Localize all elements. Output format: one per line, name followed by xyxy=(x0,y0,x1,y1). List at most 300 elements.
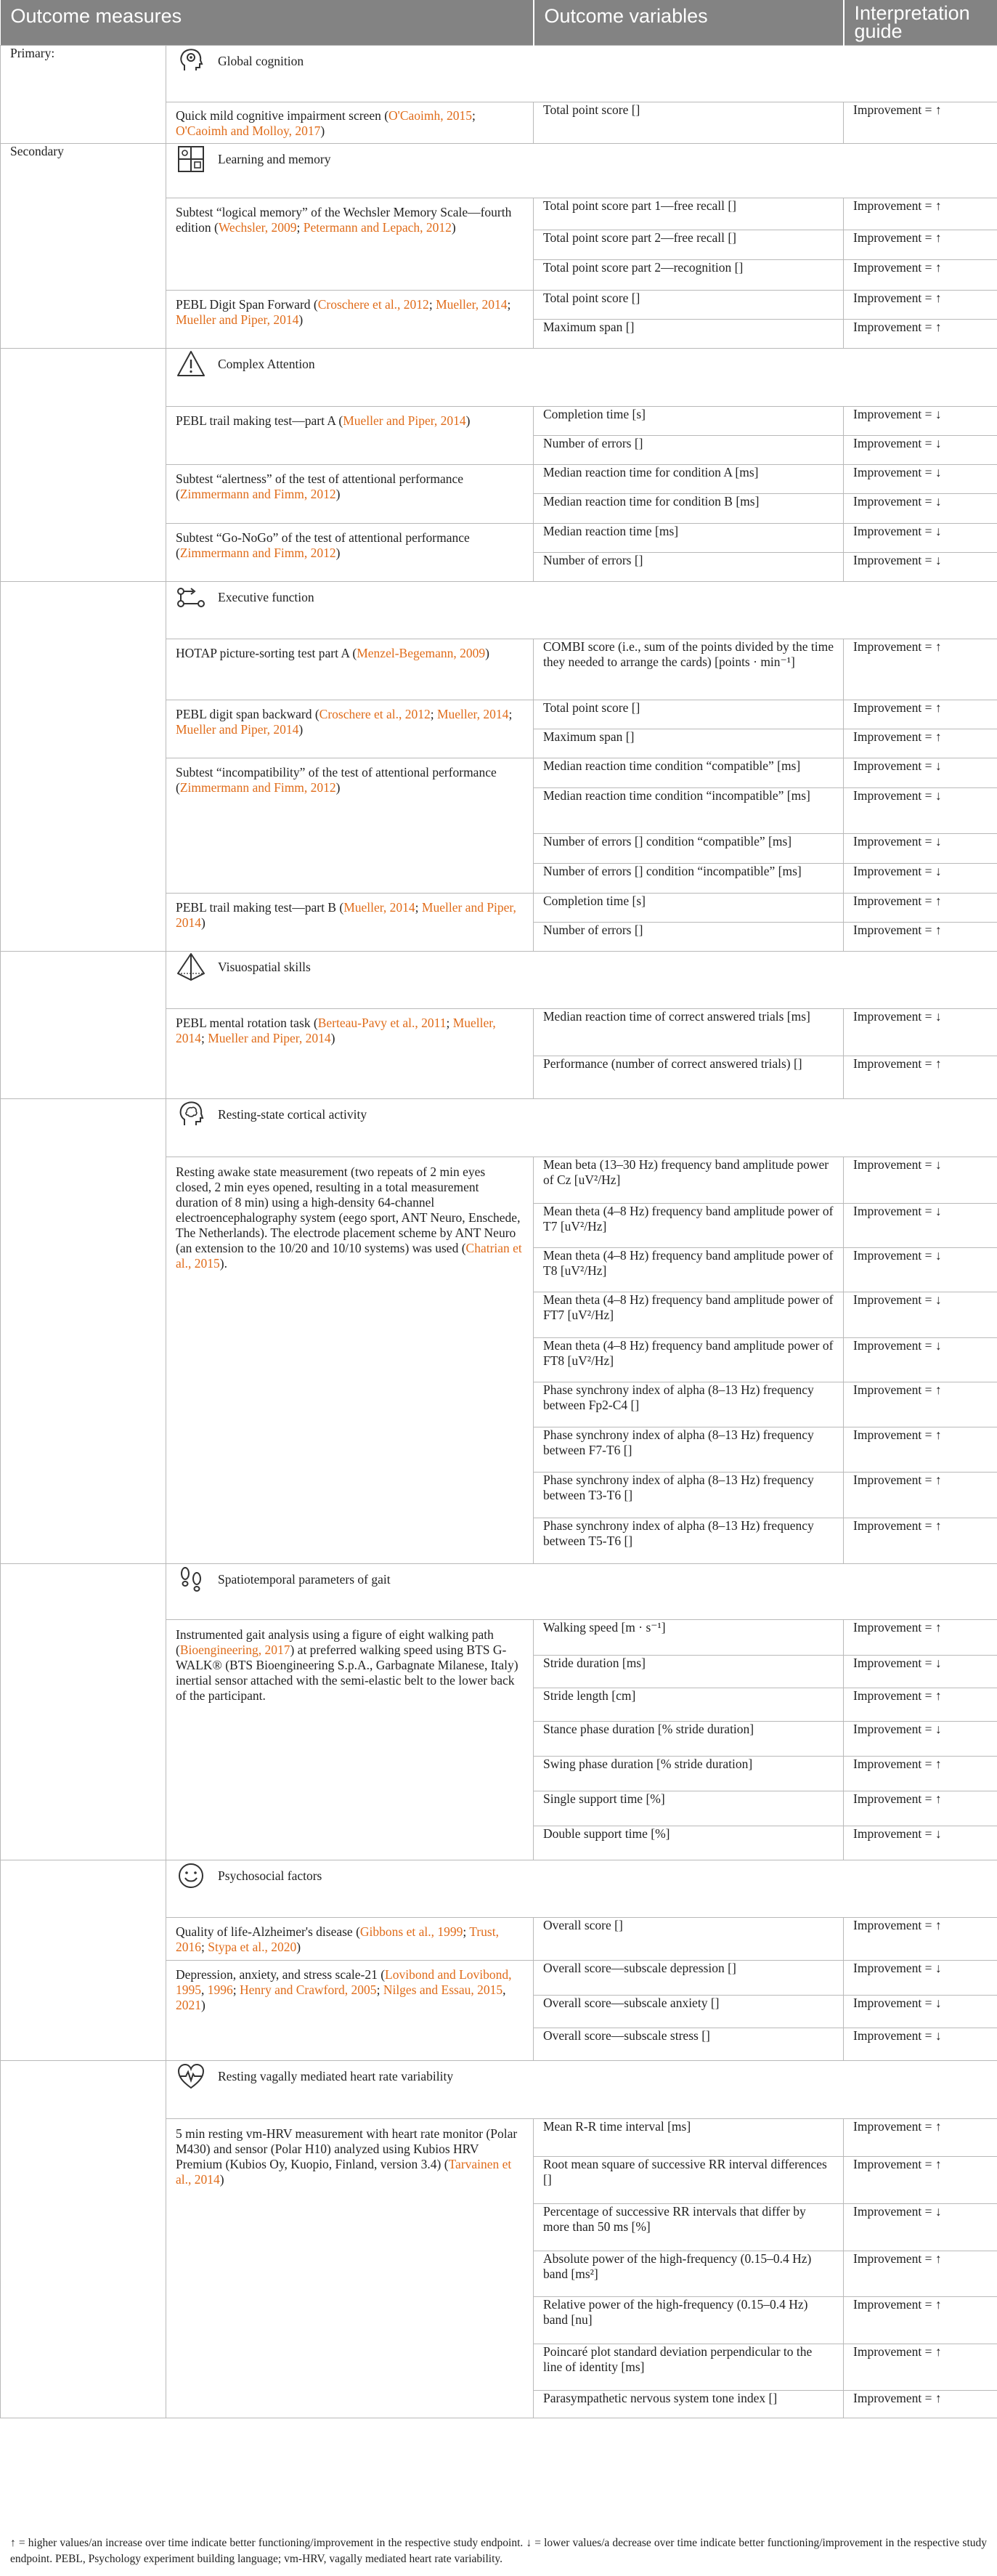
table-row xyxy=(1,758,997,788)
category-row xyxy=(1,952,997,1009)
measure-cell xyxy=(166,1918,534,1961)
interpretation-cell xyxy=(844,291,997,320)
interpretation-text: Improvement = ↑ xyxy=(853,102,942,117)
category-label: Psychosocial factors xyxy=(218,1868,322,1883)
variable-cell xyxy=(534,758,844,788)
variable-cell xyxy=(534,1338,844,1382)
variable-cell xyxy=(534,407,844,436)
citation-link[interactable]: Stypa et al., 2020 xyxy=(208,1940,297,1954)
table-row xyxy=(1,2119,997,2157)
category-header xyxy=(176,1860,988,1891)
interpretation-text: Improvement = ↑ xyxy=(853,923,942,937)
heart-pulse-icon xyxy=(176,2061,206,2091)
interpretation-cell xyxy=(844,1757,997,1791)
variable-cell xyxy=(534,1722,844,1757)
interpretation-cell xyxy=(844,2028,997,2061)
interpretation-cell xyxy=(844,2119,997,2157)
head-gear-icon xyxy=(176,46,206,76)
section-label-cell xyxy=(1,102,166,144)
measure-text: ) xyxy=(335,487,341,501)
interpretation-text: Improvement = ↑ xyxy=(853,729,942,744)
measure-text: ; xyxy=(428,297,436,312)
interpretation-text: Improvement = ↓ xyxy=(853,1826,942,1841)
citation-link[interactable]: Mueller and Piper, 2014 xyxy=(176,722,299,737)
interpretation-text: Improvement = ↓ xyxy=(853,524,942,538)
table-row xyxy=(1,465,997,494)
table-row xyxy=(1,102,997,144)
variable-text: Root mean square of successive RR interval differences [] xyxy=(543,2157,827,2187)
interpretation-cell xyxy=(844,2251,997,2297)
variable-cell xyxy=(534,2119,844,2157)
interpretation-cell xyxy=(844,1518,997,1564)
variable-cell xyxy=(534,1248,844,1292)
section-label-cell xyxy=(1,1918,166,1961)
variable-text: Mean theta (4–8 Hz) frequency band amplitude power of T8 [uV²/Hz] xyxy=(543,1248,834,1278)
table-header-row xyxy=(1,0,997,46)
section-label-cell xyxy=(1,349,166,407)
measure-text: ; xyxy=(446,1016,453,1030)
section-label-cell xyxy=(1,465,166,524)
variable-cell xyxy=(534,834,844,864)
interpretation-text: Improvement = ↓ xyxy=(853,407,942,421)
variable-text: Total point score part 2—recognition [] xyxy=(543,260,744,275)
measure-text: ) xyxy=(335,780,341,795)
interpretation-cell xyxy=(844,494,997,524)
interpretation-text: Improvement = ↑ xyxy=(853,2391,942,2405)
head-brain-icon xyxy=(176,1099,206,1130)
interpretation-cell xyxy=(844,2157,997,2204)
interpretation-text: Improvement = ↓ xyxy=(853,1204,942,1218)
variable-cell xyxy=(534,2157,844,2204)
measure-text: ; xyxy=(472,108,476,123)
citation-link[interactable]: Mueller and Piper, 2014 xyxy=(343,413,466,428)
measure-text: Subtest “incompatibility” of the test of attentional performance ( xyxy=(176,765,497,795)
section-label-cell xyxy=(1,1961,166,2061)
variable-cell xyxy=(534,1056,844,1099)
interpretation-cell xyxy=(844,2204,997,2251)
interpretation-text: Improvement = ↑ xyxy=(853,320,942,334)
variable-cell xyxy=(534,291,844,320)
interpretation-cell xyxy=(844,1056,997,1099)
variable-text: Mean theta (4–8 Hz) frequency band amplitude power of FT8 [uV²/Hz] xyxy=(543,1338,834,1368)
interpretation-text: Improvement = ↓ xyxy=(853,2204,942,2219)
section-label-cell xyxy=(1,700,166,758)
category-header xyxy=(176,582,988,612)
variable-cell xyxy=(534,198,844,230)
section-label-cell xyxy=(1,144,166,198)
variable-text: Poincaré plot standard deviation perpendicular to the line of identity [ms] xyxy=(543,2344,813,2374)
interpretation-text: Improvement = ↑ xyxy=(853,260,942,275)
pyramid-icon xyxy=(176,952,206,982)
measure-cell xyxy=(166,758,534,894)
variable-cell xyxy=(534,2251,844,2297)
variable-text: Percentage of successive RR intervals that differ by more than 50 ms [%] xyxy=(543,2204,806,2234)
category-row xyxy=(1,144,997,198)
interpretation-text: Improvement = ↓ xyxy=(853,1009,942,1024)
interpretation-cell xyxy=(844,260,997,291)
table-footnote: ↑ = higher values/an increase over time indicate better functioning/improvement in the respective study endpoint. ↓ = lower values/a decrease over time indicate better functioning/improvement in the respective study endpoint. PEBL, Psychology experiment building language; vm-HRV, vagally mediated heart rate variability. xyxy=(10,2537,987,2565)
interpretation-cell xyxy=(844,758,997,788)
category-header xyxy=(176,2061,988,2091)
measure-cell xyxy=(166,1961,534,2061)
variable-cell xyxy=(534,729,844,758)
interpretation-cell xyxy=(844,1620,997,1656)
category-label: Resting vagally mediated heart rate variability xyxy=(218,2068,454,2083)
variable-cell xyxy=(534,1757,844,1791)
measure-text: ) xyxy=(320,123,325,138)
variable-cell xyxy=(534,788,844,834)
category-label: Complex Attention xyxy=(218,356,315,371)
variable-text: Overall score—subscale anxiety [] xyxy=(543,1996,720,2010)
variable-cell xyxy=(534,320,844,349)
category-row xyxy=(1,582,997,639)
citation-link[interactable]: Zimmermann and Fimm, 2012 xyxy=(179,487,336,501)
citation-link[interactable]: Petermann and Lepach, 2012 xyxy=(303,220,452,235)
measure-cell xyxy=(166,465,534,524)
variable-cell xyxy=(534,1292,844,1338)
interpretation-text: Improvement = ↑ xyxy=(853,1056,942,1071)
variable-text: Overall score—subscale depression [] xyxy=(543,1961,736,1975)
measure-text: Instrumented gait analysis using a figure of eight walking path ( xyxy=(176,1627,494,1657)
header-outcome-measures: Outcome measures xyxy=(1,0,534,46)
measure-cell xyxy=(166,1620,534,1860)
category-header-cell xyxy=(166,582,997,639)
category-header xyxy=(176,952,988,982)
interpretation-cell xyxy=(844,1656,997,1688)
category-header-cell xyxy=(166,349,997,407)
interpretation-cell xyxy=(844,729,997,758)
table-row xyxy=(1,407,997,436)
citation-link[interactable]: Mueller and Piper, 2014 xyxy=(176,312,299,327)
citation-link[interactable]: Lovibond and Lovibond, 1995 xyxy=(176,1967,512,1997)
interpretation-cell xyxy=(844,1791,997,1826)
category-header-cell xyxy=(166,1099,997,1157)
measure-cell xyxy=(166,102,534,144)
measure-text: ; xyxy=(296,220,304,235)
interpretation-cell xyxy=(844,465,997,494)
interpretation-cell xyxy=(844,524,997,553)
interpretation-cell xyxy=(844,639,997,700)
measure-text: ) xyxy=(296,1940,301,1954)
citation-link[interactable]: Gibbons et al., 1999 xyxy=(359,1924,463,1939)
citation-link[interactable]: 2021 xyxy=(176,1998,201,2012)
interpretation-text: Improvement = ↓ xyxy=(853,1722,942,1736)
variable-text: Relative power of the high-frequency (0.15–0.4 Hz) band [nu] xyxy=(543,2297,808,2327)
table-row xyxy=(1,198,997,230)
variable-cell xyxy=(534,923,844,952)
measure-text: ; xyxy=(508,707,513,721)
interpretation-text: Improvement = ↓ xyxy=(853,1961,942,1975)
citation-link[interactable]: 1996 xyxy=(207,1982,233,1997)
interpretation-cell xyxy=(844,700,997,729)
citation-link[interactable]: Nilges and Essau, 2015 xyxy=(383,1982,503,1997)
variable-text: Mean R-R time interval [ms] xyxy=(543,2119,691,2134)
interpretation-text: Improvement = ↓ xyxy=(853,494,942,509)
interpretation-text: Improvement = ↑ xyxy=(853,700,942,715)
interpretation-cell xyxy=(844,894,997,923)
category-label: Global cognition xyxy=(218,53,304,68)
measure-text: PEBL Digit Span Forward ( xyxy=(176,297,318,312)
measure-text: ) xyxy=(201,1998,205,2012)
variable-text: Phase synchrony index of alpha (8–13 Hz) frequency between Fp2-C4 [] xyxy=(543,1382,814,1412)
section-label-cell xyxy=(1,407,166,465)
category-header xyxy=(176,46,988,76)
measure-text: ) xyxy=(298,312,304,327)
interpretation-cell xyxy=(844,834,997,864)
variable-text: Median reaction time for condition B [ms] xyxy=(543,494,760,509)
category-label: Learning and memory xyxy=(218,151,331,166)
category-label: Spatiotemporal parameters of gait xyxy=(218,1571,391,1587)
measure-cell xyxy=(166,2119,534,2418)
measure-text: ; xyxy=(201,1940,208,1954)
interpretation-cell xyxy=(844,320,997,349)
category-header-cell xyxy=(166,1860,997,1918)
interpretation-cell xyxy=(844,2297,997,2344)
interpretation-cell xyxy=(844,1826,997,1860)
measure-text: ) xyxy=(485,646,489,660)
variable-text: Number of errors [] xyxy=(543,553,643,567)
measure-cell xyxy=(166,639,534,700)
measure-text: 5 min resting vm-HRV measurement with heart rate monitor (Polar M430) and sensor (Polar H10) analyzed using Kubios HRV Premium (Kubios Oy, Kuopio, Finland, version 3.4) ( xyxy=(176,2126,518,2171)
category-header-cell xyxy=(166,46,997,102)
category-label: Visuospatial skills xyxy=(218,959,311,974)
measure-text: ). xyxy=(219,1256,227,1271)
interpretation-text: Improvement = ↑ xyxy=(853,198,942,213)
citation-link[interactable]: Menzel-Begemann, 2009 xyxy=(357,646,486,660)
variable-cell xyxy=(534,894,844,923)
table-row xyxy=(1,524,997,553)
measure-text: ; xyxy=(232,1982,240,1997)
interpretation-text: Improvement = ↑ xyxy=(853,1427,942,1442)
interpretation-cell xyxy=(844,2391,997,2418)
citation-link[interactable]: Croschere et al., 2012 xyxy=(317,297,429,312)
measure-text: ) xyxy=(335,546,341,560)
variable-text: Double support time [%] xyxy=(543,1826,670,1841)
category-header-cell xyxy=(166,952,997,1009)
interpretation-text: Improvement = ↓ xyxy=(853,1157,942,1172)
category-row xyxy=(1,46,997,102)
variable-cell xyxy=(534,1382,844,1427)
citation-link[interactable]: Tarvainen et al., 2014 xyxy=(176,2157,512,2187)
variable-cell xyxy=(534,1791,844,1826)
variable-text: Total point score [] xyxy=(543,700,640,715)
section-label-cell xyxy=(1,46,166,102)
interpretation-cell xyxy=(844,1688,997,1722)
category-label: Resting-state cortical activity xyxy=(218,1106,367,1122)
citation-link[interactable]: Mueller and Piper, 2014 xyxy=(176,900,516,930)
measure-text: HOTAP picture-sorting test part A ( xyxy=(176,646,357,660)
citation-link[interactable]: Mueller, 2014 xyxy=(436,297,508,312)
interpretation-text: Improvement = ↑ xyxy=(853,1620,942,1635)
variable-text: Absolute power of the high-frequency (0.15–0.4 Hz) band [ms²] xyxy=(543,2251,812,2281)
variable-cell xyxy=(534,2391,844,2418)
measure-text: ; xyxy=(463,1924,470,1939)
variable-text: Median reaction time for condition A [ms] xyxy=(543,465,759,479)
citation-link[interactable]: Bioengineering, 2017 xyxy=(179,1643,290,1657)
interpretation-text: Improvement = ↑ xyxy=(853,291,942,305)
section-label-cell xyxy=(1,1564,166,1620)
measure-text: Quality of life-Alzheimer's disease ( xyxy=(176,1924,360,1939)
footprints-icon xyxy=(176,1564,206,1595)
interpretation-text: Improvement = ↓ xyxy=(853,2028,942,2043)
citation-link[interactable]: Wechsler, 2009 xyxy=(218,220,297,235)
variable-text: Number of errors [] condition “compatible” [ms] xyxy=(543,834,792,848)
section-label-cell xyxy=(1,758,166,894)
interpretation-cell xyxy=(844,230,997,260)
citation-link[interactable]: Mueller, 2014 xyxy=(176,1016,496,1045)
variable-text: Mean beta (13–30 Hz) frequency band amplitude power of Cz [uV²/Hz] xyxy=(543,1157,829,1187)
category-header-cell xyxy=(166,2061,997,2119)
interpretation-text: Improvement = ↑ xyxy=(853,2251,942,2266)
interpretation-cell xyxy=(844,1961,997,1996)
interpretation-text: Improvement = ↑ xyxy=(853,1918,942,1932)
variable-text: Phase synchrony index of alpha (8–13 Hz) frequency between F7-T6 [] xyxy=(543,1427,814,1457)
section-label: Secondary xyxy=(10,144,64,158)
citation-link[interactable]: Croschere et al., 2012 xyxy=(319,707,431,721)
variable-cell xyxy=(534,1918,844,1961)
measure-text: Depression, anxiety, and stress scale-21 ( xyxy=(176,1967,386,1982)
citation-link[interactable]: O'Caoimh and Molloy, 2017 xyxy=(176,123,321,138)
measure-text: PEBL trail making test—part B ( xyxy=(176,900,344,915)
interpretation-text: Improvement = ↑ xyxy=(853,639,942,654)
interpretation-text: Improvement = ↑ xyxy=(853,1757,942,1771)
variable-text: Completion time [s] xyxy=(543,407,646,421)
variable-cell xyxy=(534,494,844,524)
interpretation-text: Improvement = ↓ xyxy=(853,1656,942,1670)
section-label-cell xyxy=(1,894,166,952)
measure-cell xyxy=(166,700,534,758)
citation-link[interactable]: Mueller and Piper, 2014 xyxy=(208,1031,331,1045)
measure-cell xyxy=(166,407,534,465)
variable-cell xyxy=(534,1427,844,1473)
measure-cell xyxy=(166,524,534,582)
category-header xyxy=(176,1564,988,1595)
variable-cell xyxy=(534,1157,844,1204)
measure-cell xyxy=(166,894,534,952)
variable-cell xyxy=(534,1996,844,2028)
measure-text: ; xyxy=(430,707,437,721)
interpretation-cell xyxy=(844,923,997,952)
variable-text: COMBI score (i.e., sum of the points divided by the time they needed to arrange the cards) [points · min⁻¹] xyxy=(543,639,834,669)
table-row xyxy=(1,1009,997,1056)
interpretation-text: Improvement = ↓ xyxy=(853,788,942,803)
measure-text: ; xyxy=(376,1982,383,1997)
interpretation-text: Improvement = ↑ xyxy=(853,1382,942,1397)
measure-text: Subtest “Go-NoGo” of the test of attentional performance ( xyxy=(176,530,470,560)
variable-text: Walking speed [m · s⁻¹] xyxy=(543,1620,666,1635)
citation-link[interactable]: Mueller, 2014 xyxy=(436,707,509,721)
variable-text: Stride length [cm] xyxy=(543,1688,636,1703)
variable-cell xyxy=(534,230,844,260)
section-label-cell xyxy=(1,639,166,700)
section-label-cell xyxy=(1,1009,166,1099)
category-header-cell xyxy=(166,144,997,198)
variable-text: Median reaction time condition “incompatible” [ms] xyxy=(543,788,810,803)
variable-text: Number of errors [] xyxy=(543,436,643,450)
variable-cell xyxy=(534,2204,844,2251)
variable-cell xyxy=(534,2028,844,2061)
variable-text: Total point score [] xyxy=(543,291,640,305)
interpretation-cell xyxy=(844,198,997,230)
citation-link[interactable]: Zimmermann and Fimm, 2012 xyxy=(179,780,336,795)
section-label-cell xyxy=(1,2119,166,2418)
citation-link[interactable]: O'Caoimh, 2015 xyxy=(388,108,473,123)
section-label-cell xyxy=(1,1620,166,1860)
citation-link[interactable]: Trust, 2016 xyxy=(176,1924,499,1954)
variable-text: Number of errors [] condition “incompatible” [ms] xyxy=(543,864,802,878)
variable-text: Mean theta (4–8 Hz) frequency band amplitude power of FT7 [uV²/Hz] xyxy=(543,1292,834,1322)
measure-text: ; xyxy=(415,900,422,915)
section-label-cell xyxy=(1,524,166,582)
interpretation-cell xyxy=(844,864,997,894)
variable-cell xyxy=(534,1518,844,1564)
category-label: Executive function xyxy=(218,589,314,604)
measure-cell xyxy=(166,1009,534,1099)
variable-text: Number of errors [] xyxy=(543,923,643,937)
variable-cell xyxy=(534,1204,844,1248)
variable-text: Parasympathetic nervous system tone index [] xyxy=(543,2391,778,2405)
citation-link[interactable]: Chatrian et al., 2015 xyxy=(176,1241,522,1271)
category-row xyxy=(1,349,997,407)
measure-text: Resting awake state measurement (two repeats of 2 min eyes closed, 2 min eyes opened, resulting in a total measurement duration of 8 min) using a high-density 64-channel electroencephalography system (eego sport, ANT Neuro, Enschede, The Netherlands). The electrode placement scheme by ANT Neuro (an extension to the 10/20 and 10/10 systems) was used ( xyxy=(176,1165,521,1255)
grid-icon xyxy=(176,144,206,174)
citation-link[interactable]: Zimmermann and Fimm, 2012 xyxy=(179,546,336,560)
interpretation-text: Improvement = ↓ xyxy=(853,834,942,848)
variable-text: Overall score [] xyxy=(543,1918,623,1932)
measure-text: ) xyxy=(465,413,471,428)
interpretation-text: Improvement = ↑ xyxy=(853,1473,942,1487)
variable-cell xyxy=(534,1473,844,1518)
table-row xyxy=(1,1620,997,1656)
interpretation-cell xyxy=(844,1996,997,2028)
measure-text: ) at preferred walking speed using BTS G-WALK® (BTS Bioengineering S.p.A., Garbagnate Milanese, Italy) inertial sensor attached with the semi-elastic belt to the lower back of the participant. xyxy=(176,1643,518,1703)
measure-cell xyxy=(166,291,534,349)
measure-text: , xyxy=(201,1982,208,1997)
variable-cell xyxy=(534,1826,844,1860)
interpretation-cell xyxy=(844,102,997,144)
variable-text: Maximum span [] xyxy=(543,729,635,744)
section-label-cell xyxy=(1,291,166,349)
interpretation-cell xyxy=(844,1248,997,1292)
measure-text: ) xyxy=(219,2172,224,2187)
citation-link[interactable]: Mueller, 2014 xyxy=(343,900,415,915)
variable-cell xyxy=(534,2297,844,2344)
measure-text: ) xyxy=(451,220,456,235)
section-label-cell xyxy=(1,582,166,639)
table-row xyxy=(1,291,997,320)
interpretation-text: Improvement = ↑ xyxy=(853,1518,942,1533)
measure-text: Subtest “logical memory” of the Wechsler Memory Scale—fourth edition ( xyxy=(176,205,512,235)
interpretation-text: Improvement = ↑ xyxy=(853,2344,942,2359)
citation-link[interactable]: Henry and Crawford, 2005 xyxy=(240,1982,377,1997)
variable-cell xyxy=(534,700,844,729)
interpretation-cell xyxy=(844,2344,997,2391)
category-row xyxy=(1,1564,997,1620)
smiley-icon xyxy=(176,1860,206,1891)
variable-cell xyxy=(534,1656,844,1688)
variable-text: Median reaction time of correct answered trials [ms] xyxy=(543,1009,810,1024)
variable-text: Total point score part 2—free recall [] xyxy=(543,230,737,245)
variable-text: Completion time [s] xyxy=(543,894,646,908)
variable-text: Maximum span [] xyxy=(543,320,635,334)
section-label-cell xyxy=(1,1157,166,1564)
section-label-cell xyxy=(1,952,166,1009)
variable-cell xyxy=(534,1009,844,1056)
variable-text: Total point score [] xyxy=(543,102,640,117)
category-header xyxy=(176,349,988,379)
citation-link[interactable]: Berteau-Pavy et al., 2011 xyxy=(317,1016,447,1030)
header-interpretation-guide: Interpretation guide xyxy=(844,0,997,46)
